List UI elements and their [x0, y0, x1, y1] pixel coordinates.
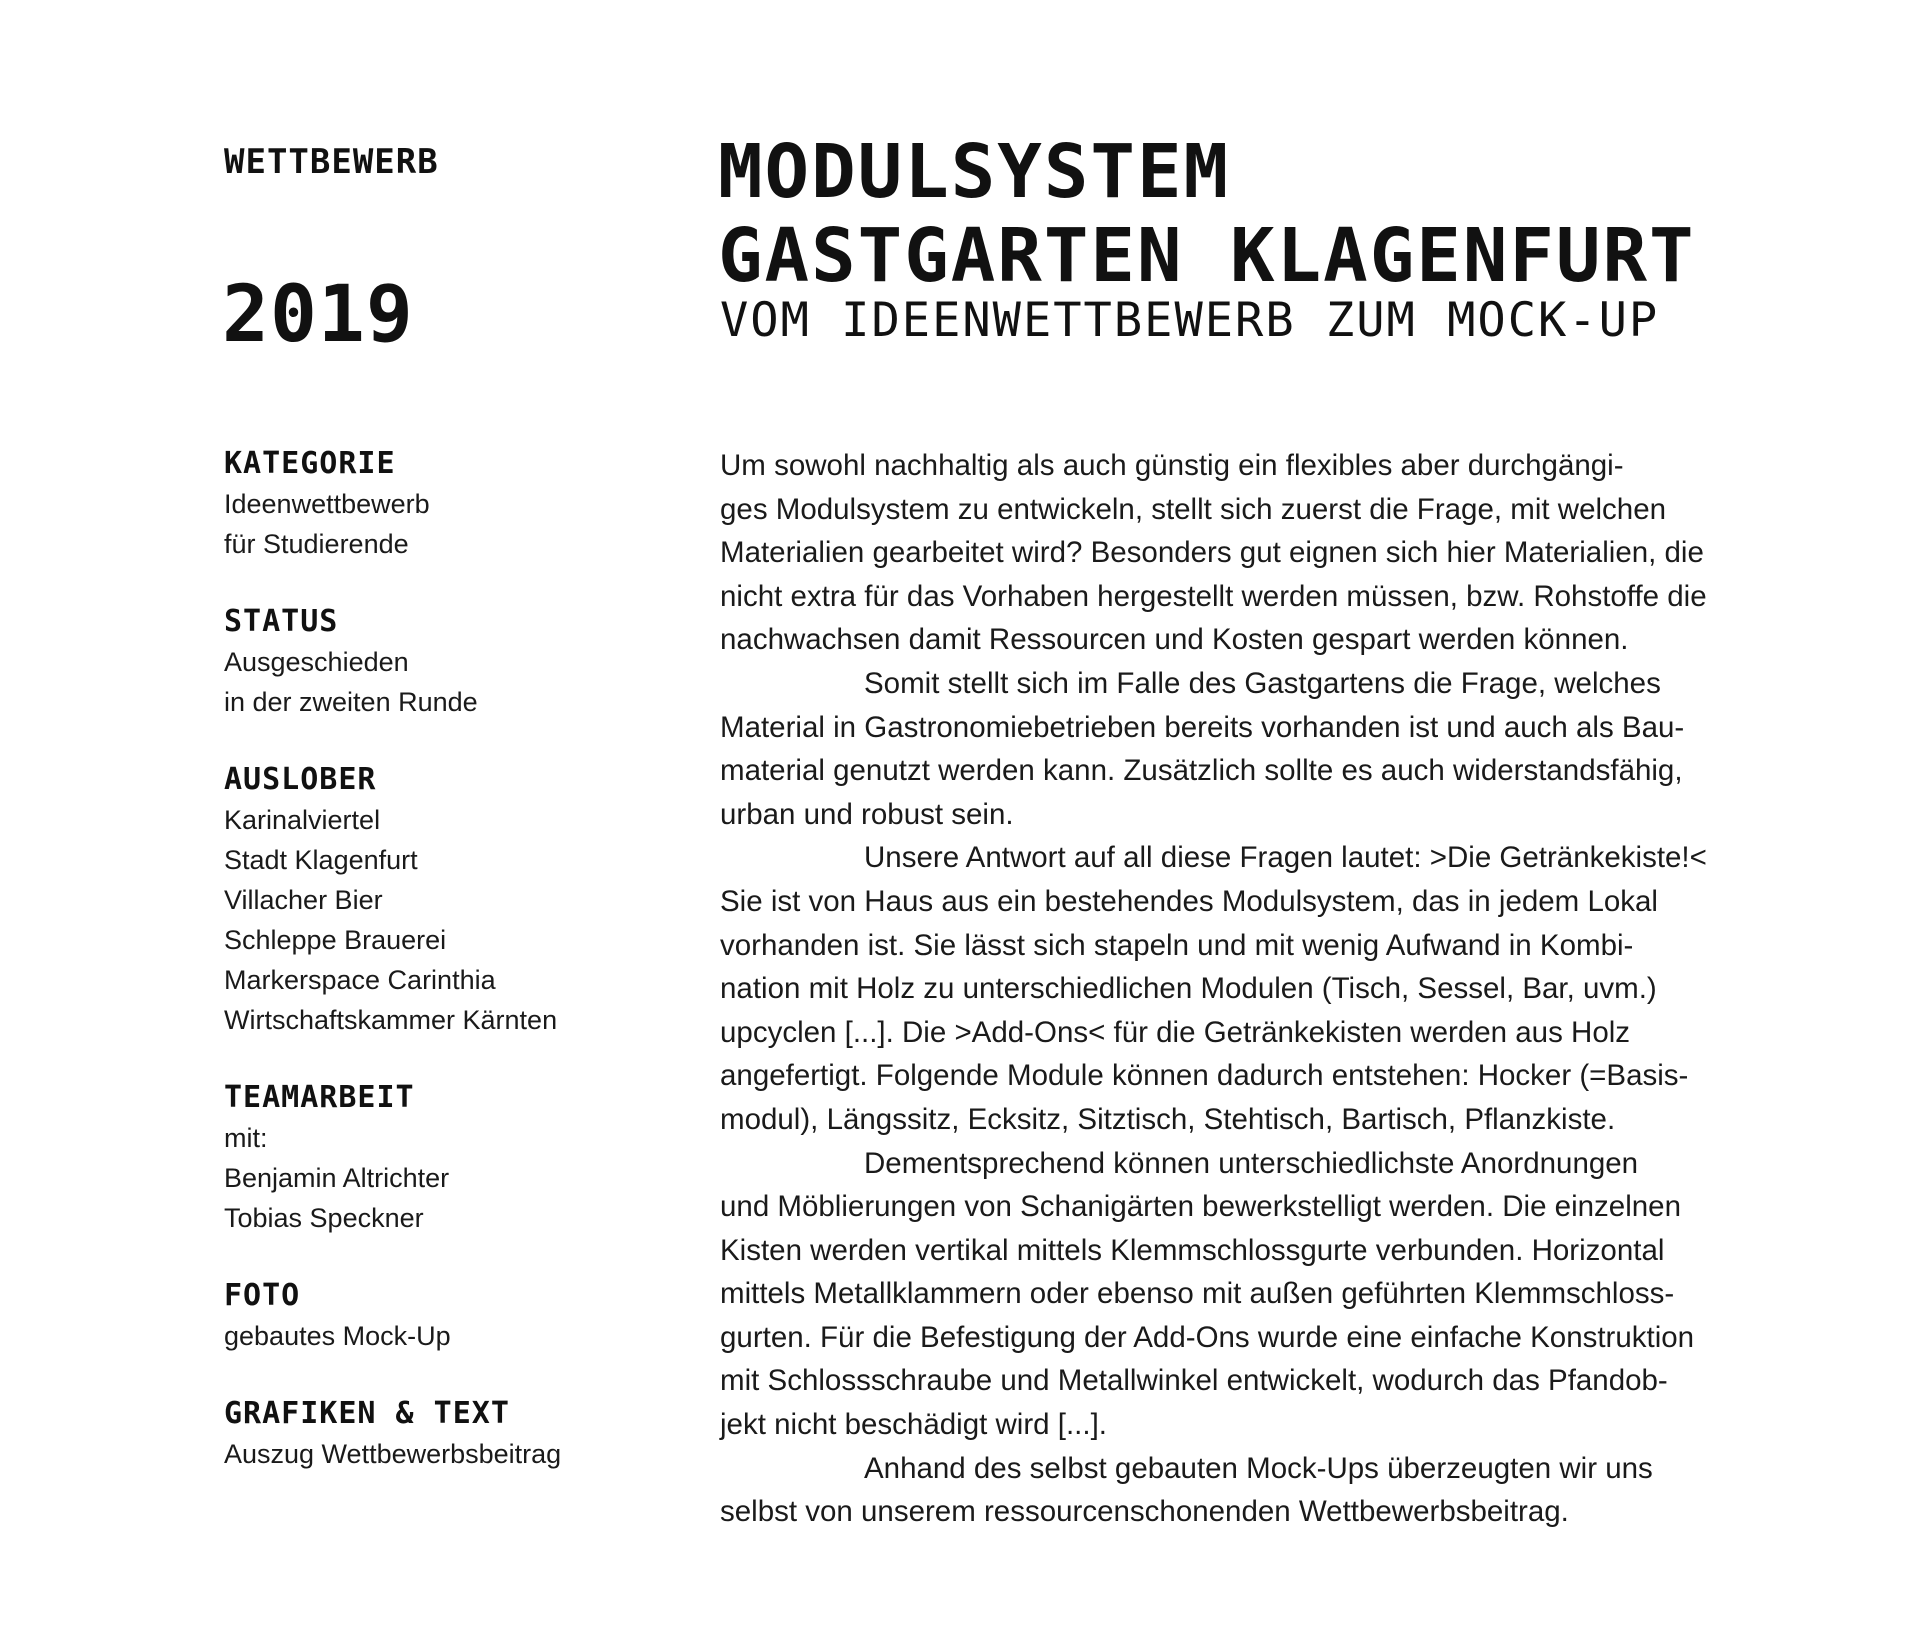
- info-heading: TEAMARBEIT: [224, 1080, 415, 1115]
- text-line: nachwachsen damit Ressourcen und Kosten gespart werden können.: [720, 623, 1629, 657]
- info-heading: FOTO: [224, 1278, 301, 1313]
- paragraph: [720, 662, 1820, 836]
- info-section-auslober: [224, 760, 644, 1040]
- info-section-status: [224, 602, 644, 722]
- info-line: Wirtschaftskammer Kärnten: [224, 1005, 558, 1035]
- info-line: Ausgeschieden: [224, 647, 409, 677]
- text-line: ges Modulsystem zu entwickeln, stellt sich zuerst die Frage, mit welchen: [720, 492, 1667, 526]
- paragraph: [720, 1447, 1820, 1534]
- info-line: in der zweiten Runde: [224, 687, 478, 717]
- title-line-1: MODULSYSTEM: [718, 129, 1231, 215]
- info-line: Stadt Klagenfurt: [224, 845, 418, 875]
- text-line: nation mit Holz zu unterschiedlichen Modulen (Tisch, Sessel, Bar, uvm.): [720, 972, 1657, 1006]
- page-title: [718, 130, 1696, 298]
- text-line: Dementsprechend können unterschiedlichste Anordnungen: [864, 1146, 1639, 1180]
- text-line: Anhand des selbst gebauten Mock-Ups überzeugten wir uns: [864, 1451, 1653, 1485]
- info-heading: KATEGORIE: [224, 446, 396, 481]
- text-line: modul), Längssitz, Ecksitz, Sitztisch, Stehtisch, Bartisch, Pflanzkiste.: [720, 1102, 1616, 1136]
- text-line: selbst von unserem ressourcenschonenden Wettbewerbsbeitrag.: [720, 1495, 1569, 1529]
- text-line: gurten. Für die Befestigung der Add-Ons wurde eine einfache Konstruktion: [720, 1320, 1695, 1354]
- info-line: Villacher Bier: [224, 885, 383, 915]
- info-line: Karinalviertel: [224, 805, 381, 835]
- text-line: mit Schlossschraube und Metallwinkel entwickelt, wodurch das Pfandob-: [720, 1364, 1668, 1398]
- text-line: Somit stellt sich im Falle des Gastgartens die Frage, welches: [864, 666, 1661, 700]
- body-text: [720, 444, 1820, 1534]
- text-line: vorhanden ist. Sie lässt sich stapeln und mit wenig Aufwand in Kombi-: [720, 928, 1634, 962]
- info-line: Ideenwettbewerb: [224, 489, 430, 519]
- text-line: Sie ist von Haus aus ein bestehendes Modulsystem, das in jedem Lokal: [720, 884, 1658, 918]
- info-section-grafiken: [224, 1394, 644, 1474]
- text-line: Material in Gastronomiebetrieben bereits vorhanden ist und auch als Bau-: [720, 710, 1685, 744]
- info-line: gebautes Mock-Up: [224, 1321, 451, 1351]
- info-sidebar: [224, 444, 644, 1512]
- text-line: und Möblierungen von Schanigärten bewerkstelligt werden. Die einzelnen: [720, 1190, 1681, 1224]
- paragraph: [720, 1142, 1820, 1447]
- info-heading: AUSLOBER: [224, 762, 377, 797]
- text-line: angefertigt. Folgende Module können dadurch entstehen: Hocker (=Basis-: [720, 1059, 1689, 1093]
- category-label: WETTBEWERB: [224, 142, 439, 182]
- info-line: für Studierende: [224, 529, 409, 559]
- info-line: Benjamin Altrichter: [224, 1163, 450, 1193]
- info-section-kategorie: [224, 444, 644, 564]
- text-line: mittels Metallklammern oder ebenso mit außen geführten Klemmschloss-: [720, 1277, 1675, 1311]
- text-line: upcyclen [...]. Die >Add-Ons< für die Getränkekisten werden aus Holz: [720, 1015, 1631, 1049]
- info-heading: STATUS: [224, 604, 339, 639]
- paragraph: [720, 444, 1820, 662]
- info-line: Tobias Speckner: [224, 1203, 424, 1233]
- text-line: Um sowohl nachhaltig als auch günstig ein flexibles aber durchgängi-: [720, 449, 1624, 482]
- info-line: Auszug Wettbewerbsbeitrag: [224, 1439, 562, 1469]
- text-line: nicht extra für das Vorhaben hergestellt werden müssen, bzw. Rohstoffe die: [720, 579, 1707, 613]
- info-line: Markerspace Carinthia: [224, 965, 496, 995]
- info-line: mit:: [224, 1123, 268, 1153]
- text-line: Kisten werden vertikal mittels Klemmschlossgurte verbunden. Horizontal: [720, 1233, 1665, 1267]
- text-line: jekt nicht beschädigt wird [...].: [720, 1408, 1107, 1442]
- year: 2019: [222, 270, 414, 360]
- info-heading: GRAFIKEN & TEXT: [224, 1396, 510, 1431]
- title-line-2: GASTGARTEN KLAGENFURT: [718, 213, 1696, 299]
- info-line: Schleppe Brauerei: [224, 925, 447, 955]
- info-section-teamarbeit: [224, 1078, 644, 1238]
- text-line: material genutzt werden kann. Zusätzlich sollte es auch widerstandsfähig,: [720, 754, 1683, 788]
- text-line: Unsere Antwort auf all diese Fragen lautet: >Die Getränkekiste!<: [864, 841, 1707, 875]
- text-line: urban und robust sein.: [720, 797, 1014, 831]
- info-section-foto: [224, 1276, 644, 1356]
- subtitle: VOM IDEENWETTBEWERB ZUM MOCK-UP: [720, 293, 1660, 348]
- paragraph: [720, 836, 1820, 1141]
- text-line: Materialien gearbeitet wird? Besonders gut eignen sich hier Materialien, die: [720, 536, 1704, 570]
